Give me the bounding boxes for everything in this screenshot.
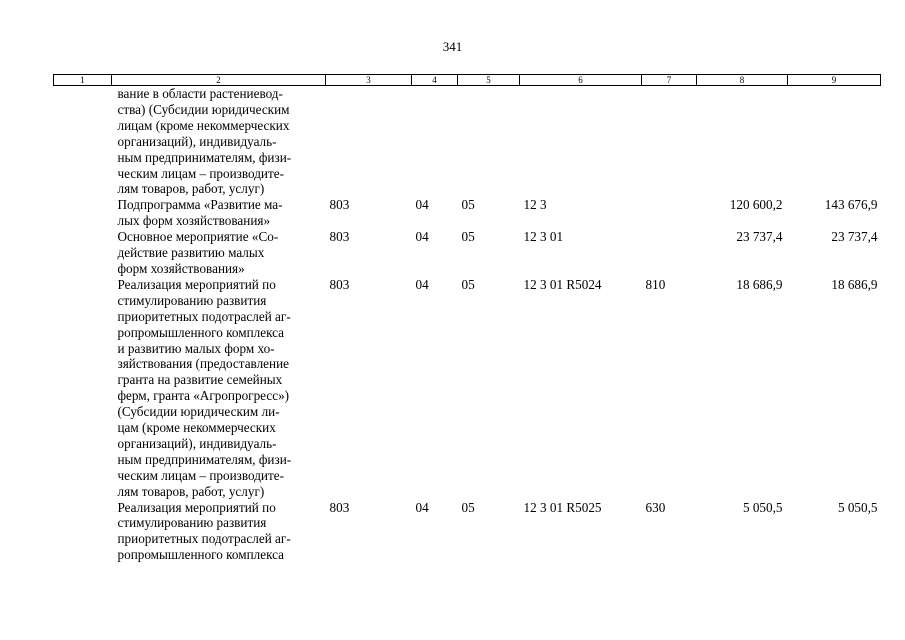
cell-col1: [54, 277, 112, 500]
text-line: цам (кроме некоммерческих: [117, 420, 276, 436]
column-number-5: 5: [458, 75, 520, 86]
column-number-4: 4: [412, 75, 458, 86]
text-line: действие развитию малых: [117, 245, 265, 261]
table-row: [54, 229, 881, 277]
cell-section: [412, 86, 458, 198]
table-body: [54, 86, 881, 564]
cell-ministry-code: 803: [329, 229, 350, 245]
cell-target-article: 12 3 01 R5025: [523, 499, 602, 515]
cell-ministry-code: 803: [329, 276, 350, 292]
text-line: ропромышленного комплекса: [117, 324, 285, 340]
column-number-header: [54, 75, 881, 86]
text-line: ным предпринимателям, физи-: [117, 451, 292, 467]
cell-subsection: 05: [461, 197, 475, 213]
column-number-2: 2: [112, 75, 326, 86]
cell-section: 04: [415, 276, 429, 292]
column-number-9: 9: [788, 75, 881, 86]
cell-amount-8: 5 050,5: [742, 499, 783, 515]
cell-subsection: [458, 86, 520, 198]
text-line: стимулированию развития: [117, 292, 267, 308]
text-line: вание в области растениевод-: [117, 86, 283, 101]
text-line: ропромышленного комплекса: [117, 547, 285, 563]
cell-ministry-code: 803: [329, 499, 350, 515]
cell-target-article: [520, 86, 642, 198]
cell-ministry-code: [326, 86, 412, 198]
column-number-1: 1: [54, 75, 112, 86]
cell-name: [112, 277, 326, 500]
cell-amount-9: 143 676,9: [824, 197, 878, 213]
cell-amount-9: 23 737,4: [831, 229, 878, 245]
column-number-7: 7: [642, 75, 697, 86]
text-line: Реализация мероприятий по: [117, 276, 276, 292]
text-line: лям товаров, работ, услуг): [117, 181, 265, 197]
text-line: зяйствования (предоставление: [117, 356, 290, 372]
text-line: ческим лицам – производите-: [117, 467, 284, 483]
cell-amount-9: [788, 86, 881, 198]
cell-expense-type: 810: [645, 276, 666, 292]
text-line: Реализация мероприятий по: [117, 499, 276, 515]
text-line: ным предпринимателям, физи-: [117, 149, 292, 165]
text-line: приоритетных подотраслей аг-: [117, 308, 291, 324]
text-line: организаций), индивидуаль-: [117, 435, 277, 451]
cell-amount-8: [697, 86, 788, 198]
text-line: Основное мероприятие «Со-: [117, 229, 279, 245]
cell-expense-type: [642, 229, 697, 277]
cell-name: [112, 197, 326, 229]
table-row: [54, 197, 881, 229]
cell-col1: [54, 229, 112, 277]
table-row: [54, 500, 881, 564]
cell-subsection: 05: [461, 499, 475, 515]
cell-amount-8: 18 686,9: [736, 276, 783, 292]
cell-section: 04: [415, 229, 429, 245]
table-row: [54, 86, 881, 198]
cell-amount-9: 18 686,9: [831, 276, 878, 292]
cell-expense-type: 630: [645, 499, 666, 515]
cell-col1: [54, 86, 112, 198]
cell-name: [112, 229, 326, 277]
text-line: гранта на развитие семейных: [117, 372, 283, 388]
cell-subsection: 05: [461, 229, 475, 245]
text-line: форм хозяйствования»: [117, 260, 245, 276]
text-line: (Субсидии юридическим ли-: [117, 404, 280, 420]
text-line: приоритетных подотраслей аг-: [117, 531, 291, 547]
column-number-6: 6: [520, 75, 642, 86]
cell-amount-8: 23 737,4: [736, 229, 783, 245]
text-line: стимулированию развития: [117, 515, 267, 531]
text-line: ферм, гранта «Агропрогресс»): [117, 388, 290, 404]
cell-target-article: 12 3 01 R5024: [523, 276, 602, 292]
text-line: ства) (Субсидии юридическим: [117, 101, 290, 117]
text-line: и развитию малых форм хо-: [117, 340, 275, 356]
text-line: организаций), индивидуаль-: [117, 133, 277, 149]
text-line: лям товаров, работ, услуг): [117, 483, 265, 499]
cell-section: 04: [415, 197, 429, 213]
page-number: 341: [442, 39, 463, 54]
column-number-3: 3: [326, 75, 412, 86]
cell-amount-9: 5 050,5: [837, 499, 878, 515]
text-line: лицам (кроме некоммерческих: [117, 117, 290, 133]
cell-col1: [54, 197, 112, 229]
cell-name: [112, 500, 326, 564]
budget-table: [53, 74, 881, 563]
cell-expense-type: [642, 197, 697, 229]
cell-col1: [54, 500, 112, 564]
cell-target-article: 12 3 01: [523, 229, 564, 245]
cell-target-article: 12 3: [523, 197, 547, 213]
cell-section: 04: [415, 499, 429, 515]
column-number-8: 8: [697, 75, 788, 86]
cell-expense-type: [642, 86, 697, 198]
cell-ministry-code: 803: [329, 197, 350, 213]
text-line: лых форм хозяйствования»: [117, 213, 271, 229]
text-line: ческим лицам – производите-: [117, 165, 284, 181]
cell-name: [112, 86, 326, 198]
table-row: [54, 277, 881, 500]
cell-amount-8: 120 600,2: [729, 197, 783, 213]
text-line: Подпрограмма «Развитие ма-: [117, 197, 283, 213]
cell-subsection: 05: [461, 276, 475, 292]
